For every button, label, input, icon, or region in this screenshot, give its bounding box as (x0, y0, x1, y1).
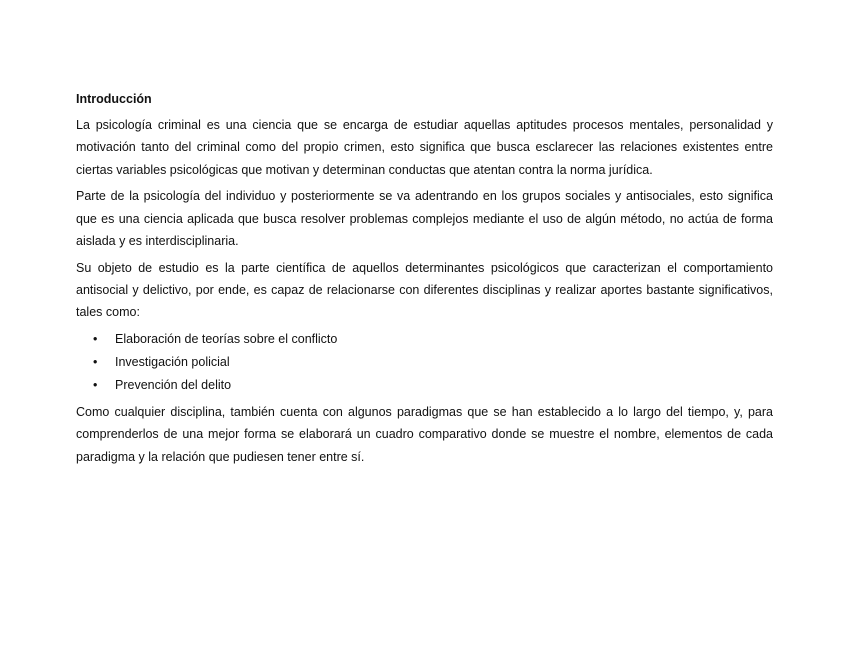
paragraph-definition: La psicología criminal es una ciencia que se encarga de estudiar aquellas aptitudes procesos mentales, personalidad y motivación tanto del criminal como del propio crimen, esto significa que busca esclarecer las relaciones existentes entre ciertas variables psicológicas que motivan y determinan conductas que atentan contra la norma jurídica. (76, 118, 773, 177)
contributions-list (76, 328, 773, 396)
list-item-text: Investigación policial (115, 354, 230, 369)
section-heading: Introducción (76, 92, 152, 106)
list-item-text: Elaboración de teorías sobre el conflicto (115, 332, 338, 347)
paragraph-scope: Parte de la psicología del individuo y posteriormente se va adentrando en los grupos sociales y antisociales, esto significa que es una ciencia aplicada que busca resolver problemas complejos mediante el uso de algún método, no actúa de forma aislada y es interdisciplinaria. (76, 189, 773, 248)
list-item (76, 351, 773, 374)
list-item-text: Prevención del delito (115, 377, 232, 392)
bullet-icon: • (93, 377, 98, 392)
paragraph-object-of-study: Su objeto de estudio es la parte científica de aquellos determinantes psicológicos que caracterizan el comportamiento antisocial y delictivo, por ende, es capaz de relacionarse con diferentes disciplinas y realizar aportes bastante significativos, tales como: (76, 260, 773, 320)
document-page (76, 88, 773, 472)
list-item (76, 328, 773, 351)
bullet-icon: • (93, 354, 98, 369)
bullet-icon: • (93, 332, 98, 347)
paragraph-paradigms: Como cualquier disciplina, también cuenta con algunos paradigmas que se han establecido a lo largo del tiempo, y, para comprenderlos de una mejor forma se elaborará un cuadro comparativo donde se muestre el nombre, elementos de cada paradigma y la relación que pudiesen tener entre sí. (76, 405, 773, 464)
list-item (76, 374, 773, 397)
